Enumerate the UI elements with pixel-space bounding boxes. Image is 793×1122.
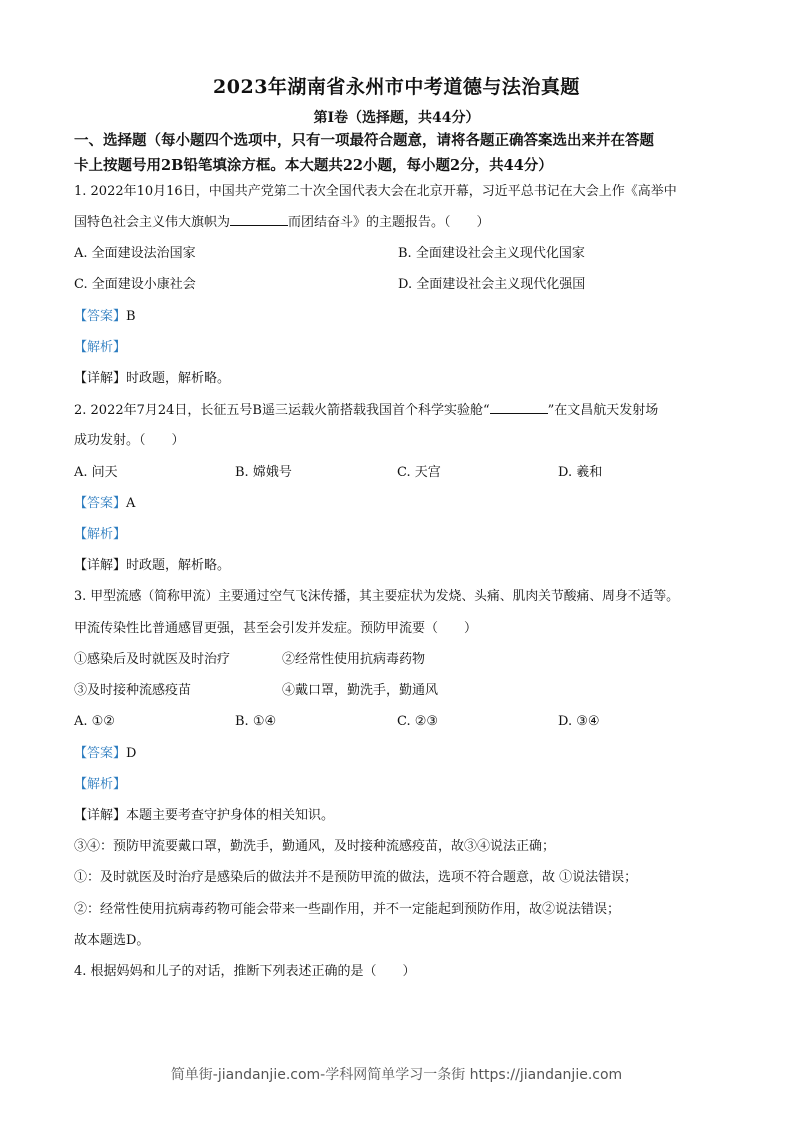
q3-detail-line-1: ③④：预防甲流要戴口罩，勤洗手，勤通风，及时接种流感疫苗，故③④说法正确； <box>74 839 556 854</box>
q1-option-b: B. 全面建设社会主义现代化国家 <box>398 246 585 261</box>
q1-option-d: D. 全面建设社会主义现代化强国 <box>398 277 586 292</box>
q3-stem-line-1: 3. 甲型流感（简称甲流）主要通过空气飞沫传播，其主要症状为发烧、头痛、肌肉关节酸痛、周身不适等。 <box>74 589 679 604</box>
q1-stem-line-2 <box>74 212 490 233</box>
q1-option-c: C. 全面建设小康社会 <box>74 277 196 292</box>
q3-item-1: ①感染后及时就医及时治疗 <box>74 652 231 667</box>
q1-option-a: A. 全面建设法治国家 <box>74 246 196 261</box>
q1-detail-text: 时政题，解析略。 <box>126 371 231 386</box>
q3-detail <box>74 806 334 826</box>
q2-detail-text: 时政题，解析略。 <box>126 558 231 573</box>
page-subtitle: 第I卷（选择题，共44分） <box>313 110 480 126</box>
q2-analysis-tag: 【解析】 <box>74 527 127 542</box>
q2-stem-line-1 <box>74 400 658 421</box>
page-title: 2023年湖南省永州市中考道德与法治真题 <box>213 76 580 98</box>
q1-answer-value: B <box>126 309 136 324</box>
q1-stem-line-2-b: 而团结奋斗》的主题报告。（ ） <box>288 215 490 230</box>
q3-stem-line-2: 甲流传染性比普通感冒更强，甚至会引发并发症。预防甲流要（ ） <box>74 621 478 636</box>
q3-option-c: C. ②③ <box>397 714 439 729</box>
q3-item-2: ②经常性使用抗病毒药物 <box>282 652 426 667</box>
q3-detail-text: 本题主要考查守护身体的相关知识。 <box>126 808 335 823</box>
q2-answer-value: A <box>126 496 136 511</box>
q2-detail <box>74 556 230 576</box>
q3-answer-value: D <box>126 746 137 761</box>
q3-answer-tag: 【答案】 <box>74 746 127 761</box>
q2-detail-tag: 【详解】 <box>74 558 127 573</box>
section-heading-line-2: 卡上按题号用2B铅笔填涂方框。本大题共22小题，每小题2分，共44分） <box>74 157 553 174</box>
q3-detail-line-4: 故本题选D。 <box>74 933 150 948</box>
page-footer: 简单街-jiandanjie.com-学科网简单学习一条街 https://jiandanjie.com <box>170 1067 623 1083</box>
q1-detail <box>74 369 230 389</box>
q2-option-d: D. 羲和 <box>558 465 603 480</box>
q3-detail-line-3: ②：经常性使用抗病毒药物可能会带来一些副作用，并不一定能起到预防作用，故②说法错误； <box>74 902 621 917</box>
q3-option-b: B. ①④ <box>235 714 277 729</box>
q2-option-b: B. 嫦娥号 <box>235 465 292 480</box>
q1-stem-line-1: 1. 2022年10月16日，中国共产党第二十次全国代表大会在北京开幕，习近平总书记在大会上作《高举中 <box>74 184 677 199</box>
section-heading-line-1: 一、选择题（每小题四个选项中，只有一项最符合题意，请将各题正确答案选出来并在答题 <box>74 132 654 149</box>
q2-stem-line-1-a: 2. 2022年7月24日，长征五号B遥三运载火箭搭载我国首个科学实验舱“ <box>74 403 490 418</box>
q2-stem-line-2: 成功发射。（ ） <box>74 433 185 448</box>
q2-answer-tag: 【答案】 <box>74 496 127 511</box>
q1-stem-line-2-a: 国特色社会主义伟大旗帜为 <box>74 215 231 230</box>
q3-detail-tag: 【详解】 <box>74 808 127 823</box>
q3-answer <box>74 744 136 764</box>
q2-blank <box>490 400 548 414</box>
q3-analysis-tag: 【解析】 <box>74 777 127 792</box>
q1-answer-tag: 【答案】 <box>74 309 127 324</box>
q1-analysis-tag: 【解析】 <box>74 340 127 355</box>
q3-option-a: A. ①② <box>74 714 115 729</box>
q1-detail-tag: 【详解】 <box>74 371 127 386</box>
q1-answer <box>74 307 136 327</box>
q3-item-3: ③及时接种流感疫苗 <box>74 683 192 698</box>
q3-option-d: D. ③④ <box>558 714 600 729</box>
q2-option-a: A. 问天 <box>74 465 118 480</box>
q1-blank <box>230 212 288 226</box>
q2-stem-line-1-b: ”在文昌航天发射场 <box>547 403 659 418</box>
q2-option-c: C. 天宫 <box>397 465 441 480</box>
q3-detail-line-2: ①：及时就医及时治疗是感染后的做法并不是预防甲流的做法，选项不符合题意，故 ①说法错误； <box>74 870 638 885</box>
q4-stem-line-1: 4. 根据妈妈和儿子的对话，推断下列表述正确的是（ ） <box>74 964 416 979</box>
q3-item-4: ④戴口罩，勤洗手，勤通风 <box>282 683 439 698</box>
q2-answer <box>74 494 135 514</box>
